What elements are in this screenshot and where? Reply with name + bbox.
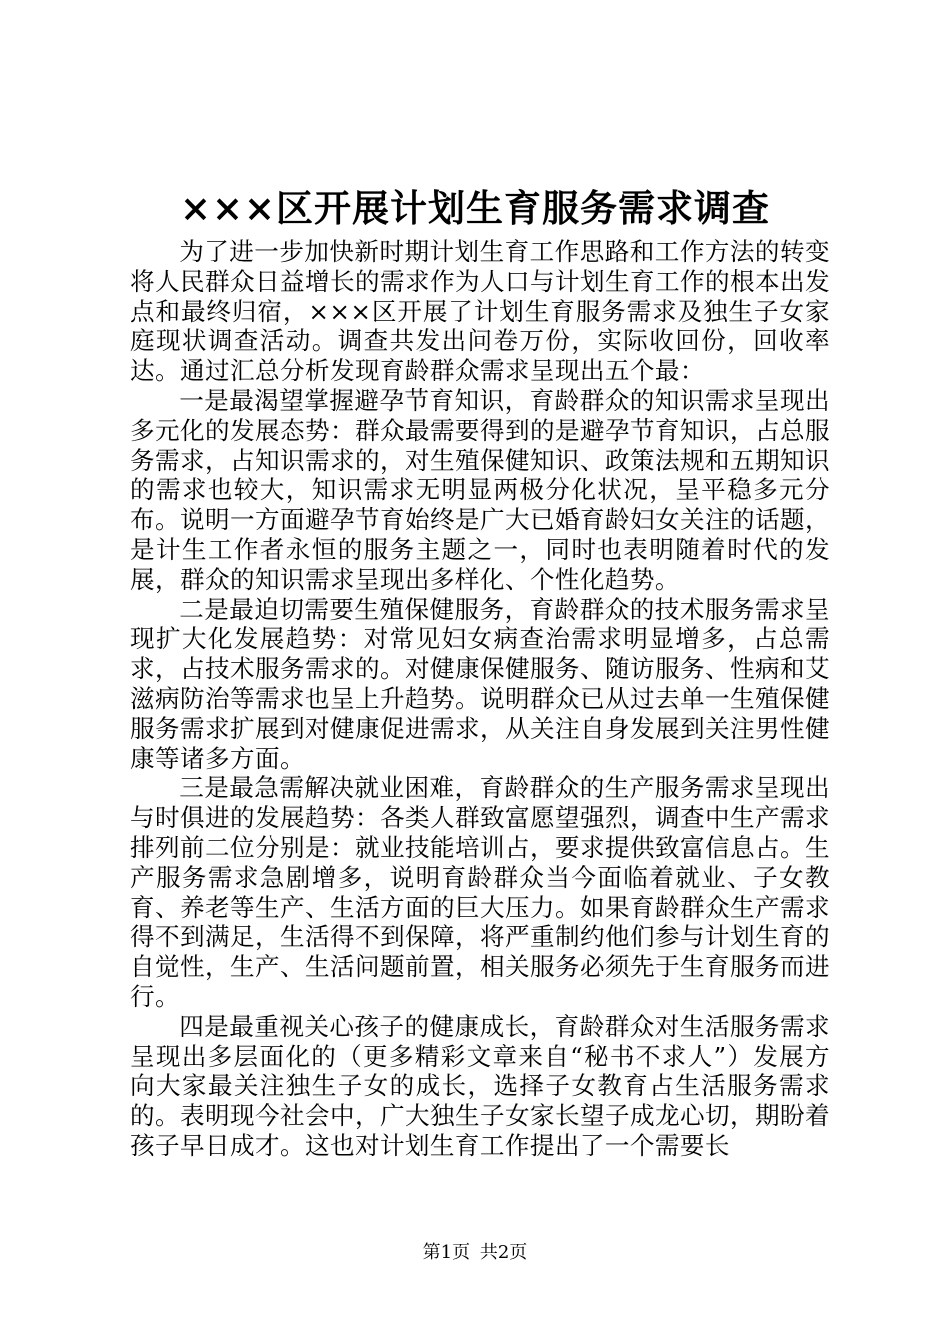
document-body (130, 237, 830, 1161)
page-total: 共2页 (479, 1242, 528, 1263)
page-number: 第1页 (422, 1242, 471, 1263)
paragraph-point-3: 三是最急需解决就业困难，育龄群众的生产服务需求呈现出与时俱进的发展趋势：各类人群致富愿望强烈，调查中生产需求排列前二位分别是：就业技能培训占，要求提供致富信息占。生产服务需求急剧增多，说明育龄群众当今面临着就业、子女教育、养老等生产、生活方面的巨大压力。如果育龄群众生产需求得不到满足，生活得不到保障，将严重制约他们参与计划生育的自觉性，生产、生活问题前置，相关服务必须先于生育服务而进行。 (130, 773, 830, 1011)
page-footer (0, 1241, 950, 1265)
paragraph-point-4: 四是最重视关心孩子的健康成长，育龄群众对生活服务需求呈现出多层面化的（更多精彩文章来自“秘书不求人”）发展方向大家最关注独生子女的成长，选择子女教育占生活服务需求的。表明现今社会中，广大独生子女家长望子成龙心切，期盼着孩子早日成才。这也对计划生育工作提出了一个需要长 (130, 1011, 830, 1160)
document-title: ×××区开展计划生育服务需求调查 (179, 186, 770, 230)
paragraph-point-1: 一是最渴望掌握避孕节育知识，育龄群众的知识需求呈现出多元化的发展态势：群众最需要得到的是避孕节育知识，占总服务需求，占知识需求的，对生殖保健知识、政策法规和五期知识的需求也较大，知识需求无明显两极分化状况，呈平稳多元分布。说明一方面避孕节育始终是广大已婚育龄妇女关注的话题，是计生工作者永恒的服务主题之一，同时也表明随着时代的发展，群众的知识需求呈现出多样化、个性化趋势。 (130, 385, 830, 594)
paragraph-intro: 为了进一步加快新时期计划生育工作思路和工作方法的转变将人民群众日益增长的需求作为人口与计划生育工作的根本出发点和最终归宿，×××区开展了计划生育服务需求及独生子女家庭现状调查活动。调查共发出问卷万份，实际收回份，回收率达。通过汇总分析发现育龄群众需求呈现出五个最： (130, 237, 830, 386)
paragraph-point-2: 二是最迫切需要生殖保健服务，育龄群众的技术服务需求呈现扩大化发展趋势：对常见妇女病查治需求明显增多，占总需求，占技术服务需求的。对健康保健服务、随访服务、性病和艾滋病防治等需求也呈上升趋势。说明群众已从过去单一生殖保健服务需求扩展到对健康促进需求，从关注自身发展到关注男性健康等诸多方面。 (130, 594, 830, 773)
